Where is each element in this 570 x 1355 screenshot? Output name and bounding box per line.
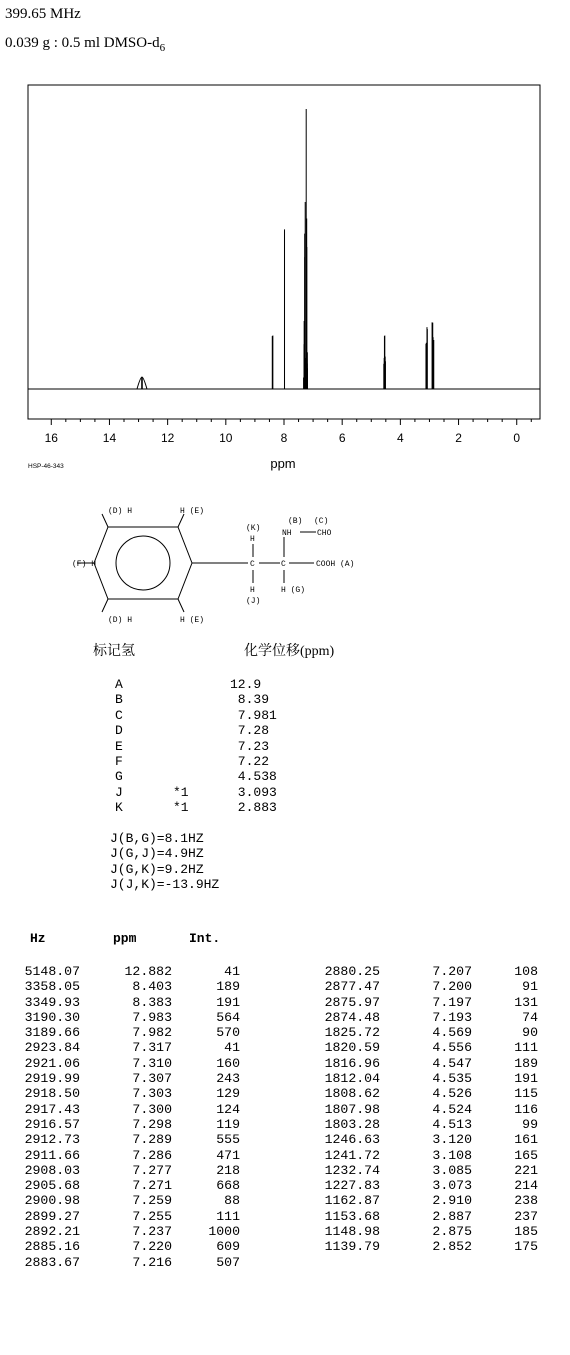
peak-int: 191 xyxy=(216,994,240,1010)
peak-int: 471 xyxy=(216,1147,240,1163)
header-ppm: ppm xyxy=(113,931,137,946)
peak-ppm: 4.524 xyxy=(432,1101,472,1117)
x-tick-label: 12 xyxy=(160,431,175,445)
molecule-structure xyxy=(60,500,480,635)
peak-ppm: 7.255 xyxy=(132,1208,172,1224)
peak-hz: 2900.98 xyxy=(24,1193,80,1209)
peak-row xyxy=(300,1148,570,1163)
peak-hz: 3190.30 xyxy=(24,1009,80,1025)
label-c2: C xyxy=(281,560,286,569)
assignment-label: E xyxy=(115,738,123,754)
peak-hz: 2921.06 xyxy=(24,1055,80,1071)
peak-row xyxy=(0,1255,290,1270)
peak-ppm: 7.197 xyxy=(432,994,472,1010)
assignment-note: *1 xyxy=(173,784,189,800)
peak-int: 115 xyxy=(514,1086,538,1102)
peak-hz: 1803.28 xyxy=(324,1116,380,1132)
assignment-row xyxy=(115,723,277,738)
peak-ppm: 7.220 xyxy=(132,1239,172,1255)
peak-int: 41 xyxy=(224,964,240,979)
assignment-row xyxy=(115,785,277,800)
peak-row xyxy=(300,995,570,1010)
peak-hz: 2919.99 xyxy=(24,1071,80,1087)
x-tick-label: 8 xyxy=(280,431,288,445)
peak-ppm: 7.259 xyxy=(132,1193,172,1209)
peak-row xyxy=(300,1056,570,1071)
peak-hz: 2899.27 xyxy=(24,1208,80,1224)
label-cho: CHO xyxy=(317,529,332,538)
coupling-constant: J(B,G)=8.1HZ xyxy=(110,831,204,846)
peak-int: 191 xyxy=(514,1071,538,1087)
peak-hz: 2874.48 xyxy=(324,1009,380,1025)
peak-hz: 1808.62 xyxy=(324,1086,380,1102)
peak-row xyxy=(0,1163,290,1178)
peak-int: 131 xyxy=(514,994,538,1010)
coupling-constant: J(G,K)=9.2HZ xyxy=(110,861,204,877)
label-k: (K) xyxy=(246,524,261,533)
label-d-bottom: (D) H xyxy=(108,616,133,625)
assignment-row xyxy=(115,800,277,815)
x-axis-label: ppm xyxy=(270,456,296,471)
header-int: Int. xyxy=(189,931,221,946)
sample-prefix: 0.039 g : 0.5 ml DMSO-d xyxy=(5,35,160,51)
header-hz: Hz xyxy=(30,931,46,946)
peak-row xyxy=(300,1086,570,1101)
x-tick-label: 10 xyxy=(219,431,233,445)
peak-hz: 1148.98 xyxy=(324,1224,380,1240)
peak-row xyxy=(0,1071,290,1086)
assignment-label: F xyxy=(115,753,123,769)
peak-ppm: 4.556 xyxy=(432,1040,472,1056)
peak-row xyxy=(300,1102,570,1117)
peak-ppm: 7.310 xyxy=(132,1055,172,1071)
assignment-row xyxy=(115,754,277,769)
peak-int: 90 xyxy=(522,1025,538,1041)
peak-row xyxy=(300,964,570,979)
peak-row xyxy=(300,1010,570,1025)
peak-int: 111 xyxy=(514,1040,538,1056)
peak-ppm: 7.277 xyxy=(132,1162,172,1178)
benzene-ring xyxy=(94,527,192,599)
assignment-label: K xyxy=(115,800,123,816)
peak-ppm: 3.108 xyxy=(432,1147,472,1163)
peak-hz: 2908.03 xyxy=(24,1162,80,1178)
peak-ppm: 4.526 xyxy=(432,1086,472,1102)
peak-int: 91 xyxy=(522,979,538,995)
peak-ppm: 7.983 xyxy=(132,1009,172,1025)
peak-ppm: 7.271 xyxy=(132,1178,172,1194)
peak-row xyxy=(300,1224,570,1239)
peak-hz: 2877.47 xyxy=(324,979,380,995)
peak-ppm: 7.237 xyxy=(132,1224,172,1240)
peak-ppm: 7.303 xyxy=(132,1086,172,1102)
peak-hz: 1816.96 xyxy=(324,1055,380,1071)
peak-int: 668 xyxy=(216,1178,240,1194)
peak-hz: 2911.66 xyxy=(24,1147,80,1163)
peak-ppm: 2.887 xyxy=(432,1208,472,1224)
peak-hz: 2875.97 xyxy=(324,994,380,1010)
peak-ppm: 7.289 xyxy=(132,1132,172,1148)
peak-int: 555 xyxy=(216,1132,240,1148)
assignment-shift: 3.093 xyxy=(230,784,277,800)
peak-ppm: 8.403 xyxy=(132,979,172,995)
peak-int: 165 xyxy=(514,1147,538,1163)
peak-int: 116 xyxy=(514,1101,538,1117)
peak-int: 609 xyxy=(216,1239,240,1255)
peak-int: 129 xyxy=(216,1086,240,1102)
peak-hz: 1820.59 xyxy=(324,1040,380,1056)
peak-ppm: 2.875 xyxy=(432,1224,472,1240)
peak-ppm: 3.073 xyxy=(432,1178,472,1194)
peak-ppm: 4.547 xyxy=(432,1055,472,1071)
peak-hz: 1241.72 xyxy=(324,1147,380,1163)
assignment-label: G xyxy=(115,769,123,785)
assignment-header-shift: 化学位移(ppm) xyxy=(244,644,335,659)
assignment-label: C xyxy=(115,707,123,723)
peak-int: 237 xyxy=(514,1208,538,1224)
peak-hz: 1162.87 xyxy=(324,1193,380,1209)
peak-int: 564 xyxy=(216,1009,240,1025)
peak-ppm: 4.535 xyxy=(432,1071,472,1087)
peak-int: 185 xyxy=(514,1224,538,1240)
peak-int: 570 xyxy=(216,1025,240,1041)
bond-d-bottom xyxy=(102,599,108,612)
peak-int: 124 xyxy=(216,1101,240,1117)
peak-row xyxy=(0,1056,290,1071)
peak-row xyxy=(0,1010,290,1025)
label-j-h: H xyxy=(250,586,255,595)
coupling-constant: J(J,K)=-13.9HZ xyxy=(110,877,220,893)
peak-hz: 2916.57 xyxy=(24,1116,80,1132)
x-axis-ticks xyxy=(45,419,532,445)
peak-row xyxy=(0,1132,290,1147)
peak-ppm: 7.207 xyxy=(432,964,472,979)
assignment-shift: 2.883 xyxy=(230,800,277,816)
sample-description xyxy=(5,35,165,54)
sample-subscript: 6 xyxy=(159,42,166,54)
peak-hz: 2923.84 xyxy=(24,1040,80,1056)
peak-int: 160 xyxy=(216,1055,240,1071)
assignment-shift: 7.22 xyxy=(230,753,270,769)
peak-int: 1000 xyxy=(208,1224,240,1240)
peak-hz: 2892.21 xyxy=(24,1224,80,1240)
peak-row xyxy=(300,1071,570,1086)
x-tick-label: 6 xyxy=(338,431,346,445)
peak-hz: 2912.73 xyxy=(24,1132,80,1148)
peak-row xyxy=(0,1148,290,1163)
peaks-group xyxy=(137,109,434,389)
peak-ppm: 2.852 xyxy=(432,1239,472,1255)
assignment-row xyxy=(115,677,277,692)
peak-ppm: 7.298 xyxy=(132,1116,172,1132)
peak-ppm: 7.982 xyxy=(132,1025,172,1041)
assignment-row xyxy=(115,708,277,723)
label-nh: NH xyxy=(282,529,292,538)
x-tick-label: 4 xyxy=(397,431,404,445)
peak-int: 214 xyxy=(514,1178,538,1194)
peak-hz: 1153.68 xyxy=(324,1208,380,1224)
peak-row xyxy=(0,1040,290,1055)
assignment-shift: 7.28 xyxy=(230,723,270,739)
assignment-shift: 7.981 xyxy=(230,707,277,723)
label-c: (C) xyxy=(314,517,329,526)
x-tick-label: 14 xyxy=(102,431,117,445)
label-cooh: COOH (A) xyxy=(316,560,355,569)
peak-int: 221 xyxy=(514,1162,538,1178)
peak-row xyxy=(0,995,290,1010)
peak-ppm: 7.286 xyxy=(132,1147,172,1163)
peak-hz: 2883.67 xyxy=(24,1254,80,1270)
peak-int: 41 xyxy=(224,1040,240,1056)
aromatic-circle xyxy=(116,536,170,590)
peak-row xyxy=(300,1132,570,1147)
assignment-row xyxy=(115,769,277,784)
label-j: (J) xyxy=(246,597,261,606)
peak-int: 108 xyxy=(514,964,538,979)
peak-ppm: 8.383 xyxy=(132,994,172,1010)
coupling-constant: J(G,J)=4.9HZ xyxy=(110,846,204,862)
peak-row xyxy=(0,1178,290,1193)
spectrometer-frequency: 399.65 MHz xyxy=(5,6,81,22)
peak-hz: 1232.74 xyxy=(324,1162,380,1178)
peak-ppm: 3.085 xyxy=(432,1162,472,1178)
peak-row xyxy=(300,979,570,994)
assignment-note: *1 xyxy=(173,800,189,816)
peak-hz: 3358.05 xyxy=(24,979,80,995)
peak-ppm: 4.569 xyxy=(432,1025,472,1041)
label-b: (B) xyxy=(288,517,303,526)
label-k-h: H xyxy=(250,535,255,544)
peak-row xyxy=(0,1086,290,1101)
peak-row xyxy=(300,1178,570,1193)
peak-int: 189 xyxy=(514,1055,538,1071)
peak-int: 218 xyxy=(216,1162,240,1178)
peak-table-right xyxy=(300,964,570,1255)
peak-row xyxy=(300,1025,570,1040)
peak-hz: 1812.04 xyxy=(324,1071,380,1087)
peak-hz: 1227.83 xyxy=(324,1178,380,1194)
x-tick-label: 0 xyxy=(513,431,521,445)
assignment-shift: 4.538 xyxy=(230,769,277,785)
label-d-top: (D) H xyxy=(108,507,133,516)
peak-row xyxy=(300,1117,570,1132)
peak-int: 161 xyxy=(514,1132,538,1148)
peak-hz: 2905.68 xyxy=(24,1178,80,1194)
peak-int: 99 xyxy=(522,1116,538,1132)
assignment-shift: 12.9 xyxy=(230,677,262,692)
peak-hz: 1825.72 xyxy=(324,1025,380,1041)
assignment-label: A xyxy=(115,677,123,692)
peak-ppm: 7.200 xyxy=(432,979,472,995)
peak-ppm: 2.910 xyxy=(432,1193,472,1209)
peak-int: 74 xyxy=(522,1009,538,1025)
peak-hz: 1246.63 xyxy=(324,1132,380,1148)
label-f: (F) H xyxy=(72,560,97,569)
x-tick-label: 2 xyxy=(455,431,462,445)
spectrum-id-label: HSP-46-343 xyxy=(28,463,64,470)
peak-int: 238 xyxy=(514,1193,538,1209)
assignment-row xyxy=(115,692,277,707)
assignment-label: J xyxy=(115,784,123,800)
peak-hz: 2917.43 xyxy=(24,1101,80,1117)
peak-row xyxy=(0,1117,290,1132)
peak-int: 111 xyxy=(216,1208,240,1224)
peak-hz: 1807.98 xyxy=(324,1101,380,1117)
peak-ppm: 12.882 xyxy=(124,964,172,979)
peak-ppm: 7.216 xyxy=(132,1254,172,1270)
peak-int: 243 xyxy=(216,1071,240,1087)
peak-hz: 1139.79 xyxy=(324,1239,380,1255)
peak-row xyxy=(0,1025,290,1040)
peak-int: 507 xyxy=(216,1254,240,1270)
peak-int: 88 xyxy=(224,1193,240,1209)
assignment-table xyxy=(115,677,277,816)
peak-row xyxy=(300,1163,570,1178)
bond-e-bottom xyxy=(178,599,184,612)
nmr-spectrum-chart xyxy=(0,80,570,475)
peak-int: 119 xyxy=(216,1116,240,1132)
label-e-bottom: H (E) xyxy=(180,616,205,625)
x-tick-label: 16 xyxy=(44,431,58,445)
peak-hz: 5148.07 xyxy=(24,964,80,979)
peak-row xyxy=(300,1193,570,1208)
assignment-shift: 7.23 xyxy=(230,738,270,754)
peak-row xyxy=(0,979,290,994)
peak-row xyxy=(0,1193,290,1208)
peak-row xyxy=(0,1209,290,1224)
peak-row xyxy=(0,1224,290,1239)
peak-ppm: 7.317 xyxy=(132,1040,172,1056)
coupling-constants xyxy=(110,831,219,893)
peak-int: 189 xyxy=(216,979,240,995)
peak-ppm: 7.300 xyxy=(132,1101,172,1117)
peak-hz: 3349.93 xyxy=(24,994,80,1010)
assignment-label: D xyxy=(115,723,123,739)
label-g: H (G) xyxy=(281,586,306,595)
label-e-top: H (E) xyxy=(180,507,205,516)
assignment-header-label: 标记氢 xyxy=(93,644,135,659)
peak-int: 175 xyxy=(514,1239,538,1255)
peak-hz: 2880.25 xyxy=(324,964,380,979)
peak-hz: 3189.66 xyxy=(24,1025,80,1041)
peak-row xyxy=(0,964,290,979)
peak-row xyxy=(300,1239,570,1254)
peak-hz: 2918.50 xyxy=(24,1086,80,1102)
label-c1: C xyxy=(250,560,255,569)
peak-hz: 2885.16 xyxy=(24,1239,80,1255)
peak-row xyxy=(0,1102,290,1117)
assignment-shift: 8.39 xyxy=(230,692,270,708)
peak-row xyxy=(300,1209,570,1224)
assignment-label: B xyxy=(115,692,123,708)
peak-row xyxy=(0,1239,290,1254)
peak-row xyxy=(300,1040,570,1055)
assignment-row xyxy=(115,739,277,754)
peak-ppm: 3.120 xyxy=(432,1132,472,1148)
peak-ppm: 4.513 xyxy=(432,1116,472,1132)
peak-ppm: 7.193 xyxy=(432,1009,472,1025)
peak-ppm: 7.307 xyxy=(132,1071,172,1087)
peak-table-left xyxy=(0,964,290,1270)
